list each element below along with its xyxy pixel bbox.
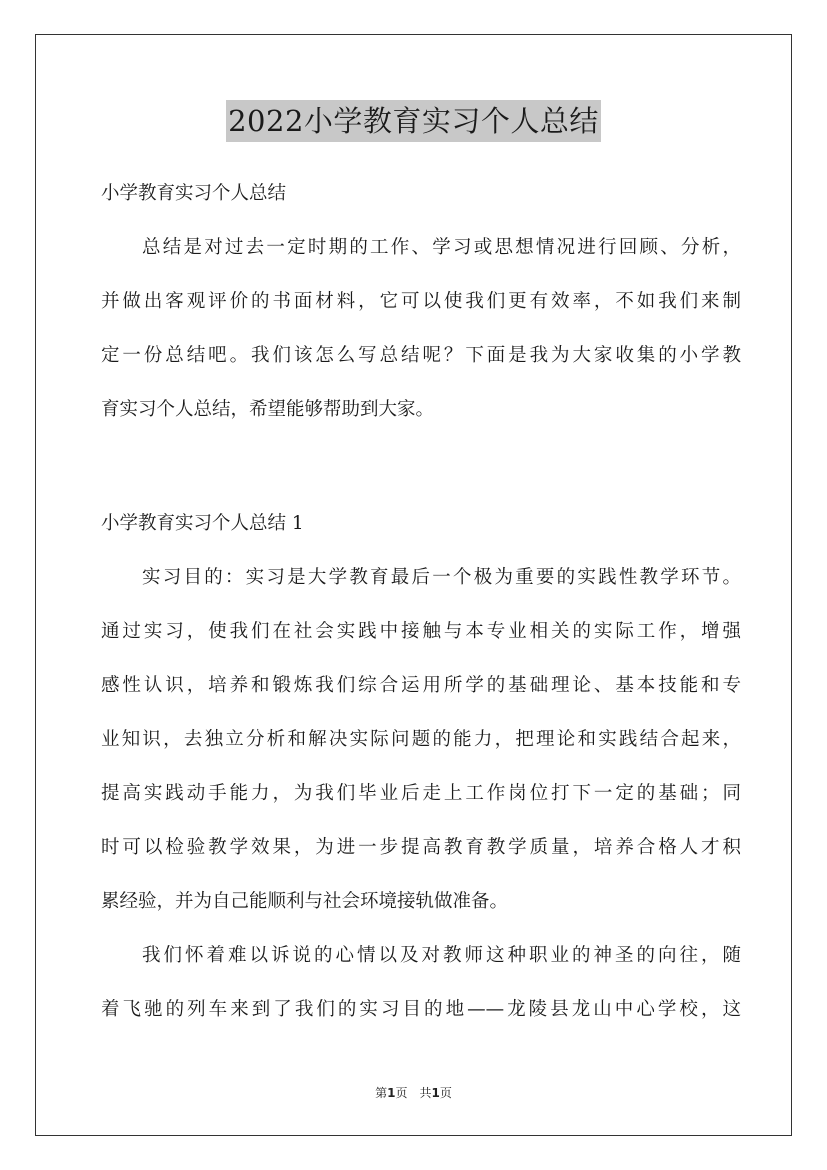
section-heading: 小学教育实习个人总结 1 [101, 513, 304, 534]
section-heading: 小学教育实习个人总结 [101, 183, 287, 204]
paragraph-line: 业知识，去独立分析和解决实际问题的能力，把理论和实践结合起来， [101, 729, 741, 750]
total-suffix: 页 [439, 1086, 452, 1100]
paragraph-line: 提高实践动手能力，为我们毕业后走上工作岗位打下一定的基础；同 [101, 783, 741, 804]
title-container [0, 100, 827, 142]
paragraph-line: 着飞驰的列车来到了我们的实习目的地——龙陵县龙山中心学校，这 [101, 999, 741, 1020]
blank-line [101, 447, 741, 507]
total-prefix: 共 [419, 1086, 432, 1100]
document-body [101, 177, 741, 1047]
paragraph-line: 感性认识，培养和锻炼我们综合运用所学的基础理论、基本技能和专 [101, 675, 741, 696]
paragraph-line: 并做出客观评价的书面材料，它可以使我们更有效率，不如我们来制 [101, 291, 741, 312]
paragraph-line: 实习目的：实习是大学教育最后一个极为重要的实践性教学环节。 [142, 567, 741, 588]
paragraph-line: 累经验，并为自己能顺利与社会环境接轨做准备。 [101, 891, 509, 912]
page-number: 1 [387, 1086, 396, 1100]
paragraph-line: 我们怀着难以诉说的心情以及对教师这种职业的神圣的向往，随 [142, 945, 741, 966]
paragraph-line: 育实习个人总结，希望能够帮助到大家。 [101, 399, 435, 420]
page-suffix: 页 [395, 1086, 408, 1100]
total-pages: 1 [431, 1086, 440, 1100]
document-title: 2022小学教育实习个人总结 [226, 100, 601, 142]
page-prefix: 第 [375, 1086, 388, 1100]
paragraph-line: 通过实习，使我们在社会实践中接触与本专业相关的实际工作，增强 [101, 621, 741, 642]
paragraph-line: 时可以检验教学效果，为进一步提高教育教学质量，培养合格人才积 [101, 837, 741, 858]
page-footer [0, 1084, 827, 1101]
paragraph-line: 总结是对过去一定时期的工作、学习或思想情况进行回顾、分析， [142, 237, 741, 258]
paragraph-line: 定一份总结吧。我们该怎么写总结呢？下面是我为大家收集的小学教 [101, 345, 741, 366]
